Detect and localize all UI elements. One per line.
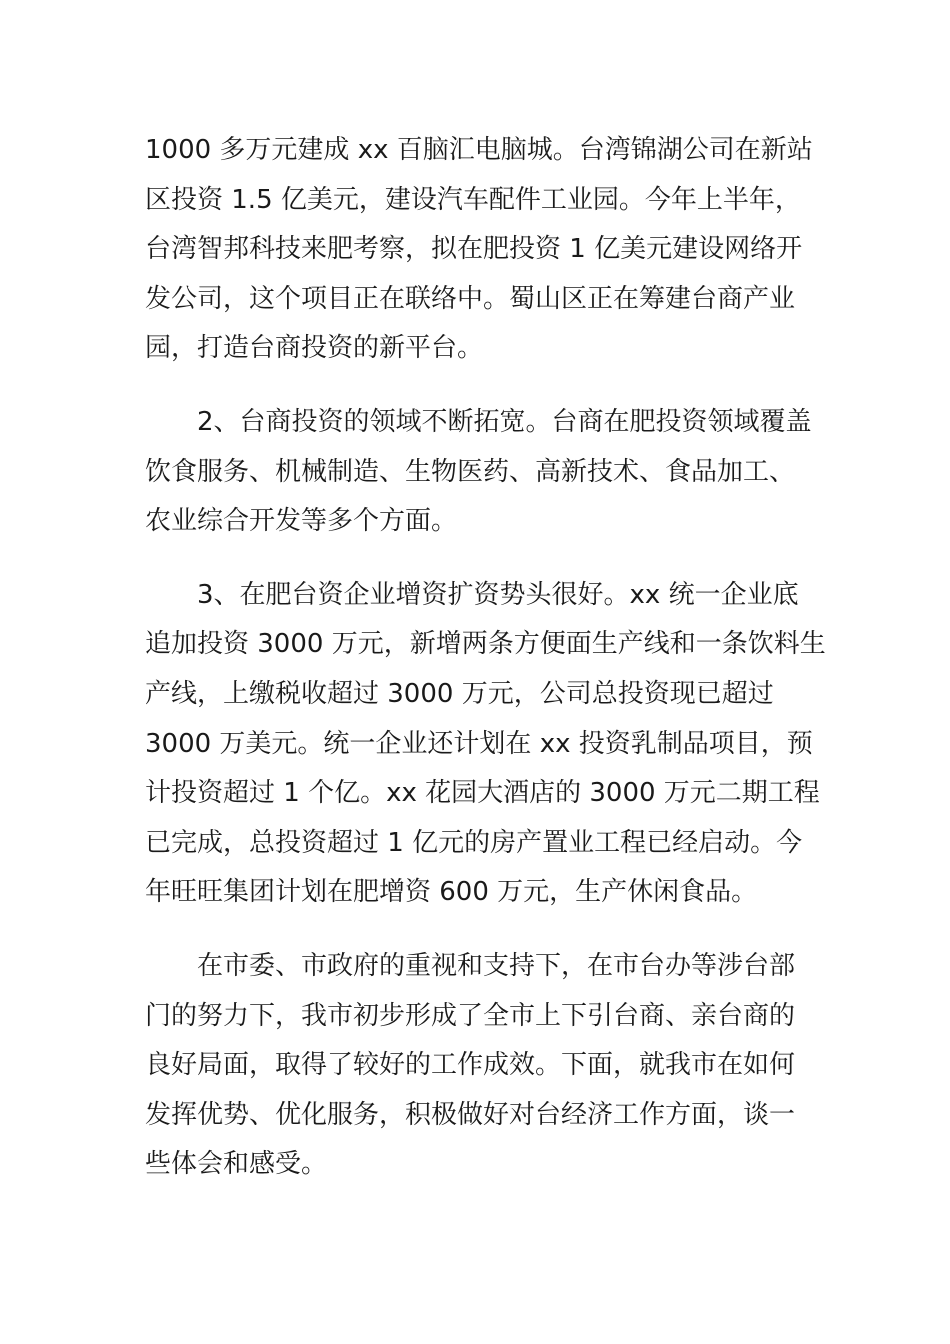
paragraph-3 xyxy=(145,571,826,918)
text-line: 在市委、市政府的重视和支持下，在市台办等涉台部 xyxy=(197,950,796,981)
text-line: 饮食服务、机械制造、生物医药、高新技术、食品加工、 xyxy=(145,456,796,487)
text-line: 产线，上缴税收超过 3000 万元，公司总投资现已超过 xyxy=(145,678,774,709)
text-line: 区投资 1.5 亿美元，建设汽车配件工业园。今年上半年， xyxy=(145,184,801,215)
text-line: 发挥优势、优化服务，积极做好对台经济工作方面，谈一 xyxy=(145,1099,796,1130)
text-line: 发公司，这个项目正在联络中。蜀山区正在筹建台商产业 xyxy=(145,283,796,314)
text-line: 3000 万美元。统一企业还计划在 xx 投资乳制品项目，预 xyxy=(145,728,813,759)
text-line: 3、在肥台资企业增资扩资势头很好。xx 统一企业底 xyxy=(197,579,799,610)
text-line: 园，打造台商投资的新平台。 xyxy=(145,333,484,364)
document-body xyxy=(145,126,826,1190)
text-line: 追加投资 3000 万元，新增两条方便面生产线和一条饮料生 xyxy=(145,629,826,660)
paragraph-4 xyxy=(145,942,810,1190)
paragraph-1 xyxy=(145,126,813,374)
text-line: 年旺旺集团计划在肥增资 600 万元，生产休闲食品。 xyxy=(145,877,758,908)
text-line: 些体会和感受。 xyxy=(145,1149,328,1180)
text-line: 计投资超过 1 个亿。xx 花园大酒店的 3000 万元二期工程 xyxy=(145,778,820,809)
text-line: 良好局面，取得了较好的工作成效。下面，就我市在如何 xyxy=(145,1050,796,1081)
text-line: 2、台商投资的领域不断拓宽。台商在肥投资领域覆盖 xyxy=(197,406,812,437)
text-line: 农业综合开发等多个方面。 xyxy=(145,506,458,537)
text-line: 1000 多万元建成 xx 百脑汇电脑城。台湾锦湖公司在新站 xyxy=(145,135,813,165)
text-line: 门的努力下，我市初步形成了全市上下引台商、亲台商的 xyxy=(145,1000,796,1031)
text-line: 台湾智邦科技来肥考察，拟在肥投资 1 亿美元建设网络开 xyxy=(145,234,803,265)
paragraph-2 xyxy=(145,398,810,547)
text-line: 已完成，总投资超过 1 亿元的房产置业工程已经启动。今 xyxy=(145,827,803,858)
